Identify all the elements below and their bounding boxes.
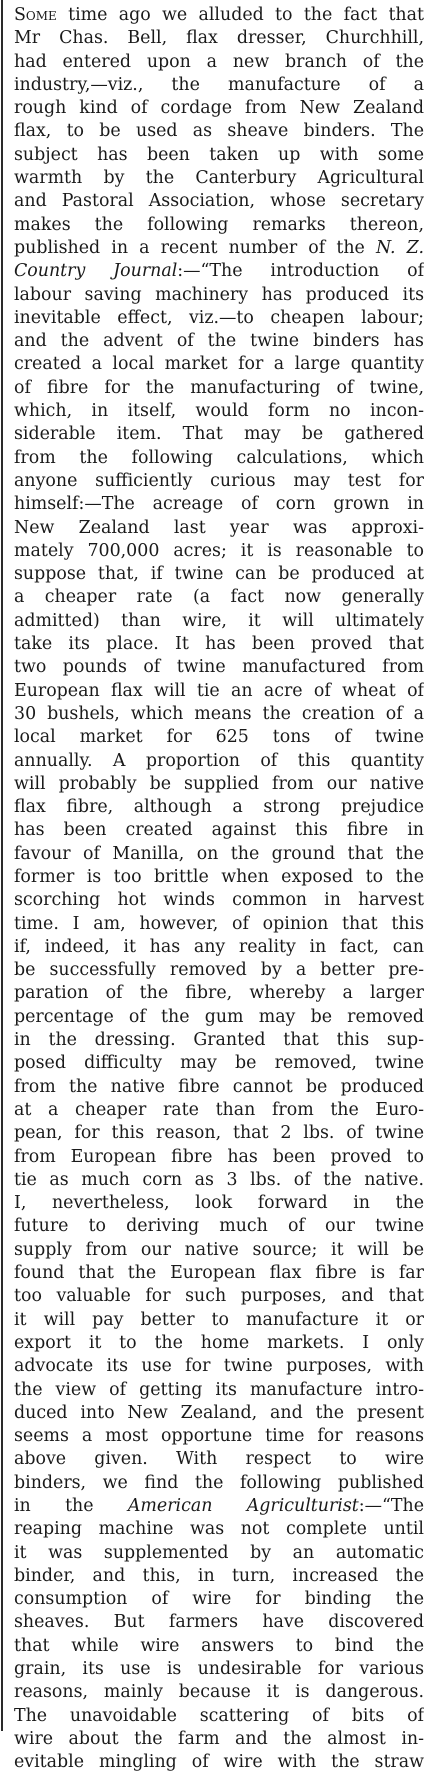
text-run: 30 bushels, which means the creation of a [14, 703, 424, 724]
text-run: scorching hot winds common in harvest [14, 890, 424, 911]
text-run: posed difficulty may be removed, twine [14, 1053, 424, 1074]
text-line [14, 959, 424, 982]
text-line [14, 1122, 424, 1145]
text-line [14, 517, 424, 540]
text-run: flax, to be used as sheave binders. The [14, 121, 424, 142]
text-line [14, 190, 424, 213]
text-line [14, 796, 424, 819]
text-run: from European fibre has been proved to [14, 1146, 424, 1167]
text-run: binder, and this, in turn, increased the [14, 1565, 424, 1586]
text-run: inevitable effect, viz.—to cheapen labour; [14, 307, 424, 328]
text-run: will probably be supplied from our native [14, 773, 424, 794]
text-line [14, 586, 424, 609]
text-run: New Zealand last year was approxi- [14, 517, 424, 538]
text-line [14, 889, 424, 912]
text-line [14, 750, 424, 773]
text-run: it will pay better to manufacture it or [14, 1309, 424, 1330]
text-line [14, 1285, 424, 1308]
text-run: labour saving machinery has produced its [14, 284, 424, 305]
text-line [14, 1751, 424, 1774]
text-line [14, 1518, 424, 1541]
text-run: supply from our native source; it will be [14, 1239, 424, 1260]
text-run: industry,—viz., the manufacture of a [14, 74, 424, 95]
text-run: former is too brittle when exposed to the [14, 866, 424, 887]
text-line [14, 563, 424, 586]
text-run: :—“The [358, 1496, 424, 1516]
text-run: at a cheaper rate than from the Euro- [14, 1099, 424, 1120]
text-line [14, 1052, 424, 1075]
text-line [14, 1355, 424, 1378]
text-line [14, 307, 424, 330]
text-run: has been created against this fibre in [14, 820, 424, 841]
text-run: the view of getting its manufacture intro- [14, 1379, 424, 1400]
text-run: be successfully removed by a better pre- [14, 960, 424, 981]
text-run: evitable mingling of wire with the straw [14, 1752, 424, 1773]
text-line [14, 470, 424, 493]
text-line [14, 447, 424, 470]
text-run: N. Z. [375, 237, 424, 258]
text-run: grain, its use is undesirable for various [14, 1659, 424, 1680]
text-line [14, 680, 424, 703]
text-line [14, 1402, 424, 1425]
text-run: binders, we find the following published [14, 1472, 424, 1493]
text-run: above given. With respect to wire [14, 1449, 424, 1470]
text-run: had entered upon a new branch of the [14, 51, 424, 72]
text-run: subject has been taken up with some [14, 144, 424, 165]
text-run: :—“The introduction of [177, 261, 424, 282]
text-line [14, 1006, 424, 1029]
text-line [14, 1658, 424, 1681]
text-run: and Pastoral Association, whose secretary [14, 191, 424, 212]
text-run: suppose that, if twine can be produced at [14, 564, 424, 585]
text-run: future to deriving much of our twine [14, 1216, 424, 1237]
text-line [14, 1472, 424, 1495]
text-line [14, 1029, 424, 1052]
text-run: advocate its use for twine purposes, with [14, 1356, 424, 1377]
text-run: himself:—The acreage of corn grown in [14, 494, 424, 515]
text-line [14, 51, 424, 74]
text-run: annually. A proportion of this quantity [14, 750, 424, 771]
text-line [14, 260, 424, 283]
text-line [14, 214, 424, 237]
text-run: duced into New Zealand, and the present [14, 1402, 424, 1423]
text-run: The unavoidable scattering of bits of [14, 1705, 424, 1726]
text-run: which, in itself, would form no incon- [14, 401, 424, 422]
text-line [14, 1239, 424, 1262]
text-run: favour of Manilla, on the ground that the [14, 843, 424, 864]
text-line [14, 1681, 424, 1704]
text-run: mately 700,000 acres; it is reasonable to [14, 540, 424, 561]
text-line [14, 423, 424, 446]
text-run: anyone sufficiently curious may test for [14, 470, 424, 491]
text-line [14, 1192, 424, 1215]
text-line [14, 726, 424, 749]
text-line [14, 353, 424, 376]
text-run: reasons, mainly because it is dangerous. [14, 1682, 424, 1703]
text-line [14, 703, 424, 726]
text-line [14, 1076, 424, 1099]
text-run: seems a most opportune time for reasons [14, 1426, 424, 1447]
text-run: a cheaper rate (a fact now generally [14, 587, 424, 608]
text-run: export it to the home markets. I only [14, 1332, 424, 1353]
text-run: take its place. It has been proved that [14, 634, 424, 655]
text-line [14, 1146, 424, 1169]
text-line [14, 284, 424, 307]
text-run: too valuable for such purposes, and that [14, 1286, 424, 1307]
text-run: siderable item. That may be gathered [14, 424, 424, 445]
text-run: Mr Chas. Bell, flax dresser, Churchhill, [14, 28, 424, 49]
text-line [14, 913, 424, 936]
text-line [14, 1495, 424, 1518]
text-run: pean, for this reason, that 2 lbs. of twine [14, 1123, 424, 1144]
text-run: local market for 625 tons of twine [14, 727, 424, 748]
text-line [14, 167, 424, 190]
text-line [14, 493, 424, 516]
text-line [14, 610, 424, 633]
text-run: that while wire answers to bind the [14, 1635, 424, 1656]
text-line [14, 1611, 424, 1634]
text-line [14, 120, 424, 143]
column-rule [1, 0, 3, 1731]
text-line [14, 1215, 424, 1238]
text-line [14, 1262, 424, 1285]
text-line [14, 1542, 424, 1565]
text-run: tie as much corn as 3 lbs. of the native. [14, 1169, 424, 1190]
text-run: of fibre for the manufacturing of twine, [14, 377, 424, 398]
text-run: found that the European flax fibre is far [14, 1263, 424, 1284]
text-line [14, 656, 424, 679]
text-line [14, 74, 424, 97]
text-run: created a local market for a large quantity [14, 354, 424, 375]
text-run: in the dressing. Granted that this sup- [14, 1030, 424, 1051]
text-line [14, 144, 424, 167]
text-line [14, 1309, 424, 1332]
text-run: warmth by the Canterbury Agricultural [14, 168, 424, 189]
text-line [14, 1635, 424, 1658]
text-run: European flax will tie an acre of wheat of [14, 680, 424, 701]
text-line [14, 1705, 424, 1728]
text-run: published in a recent number of the [14, 237, 376, 258]
text-run: I, nevertheless, look forward in the [14, 1193, 424, 1214]
text-run: and the advent of the twine binders has [14, 331, 424, 352]
text-line [14, 1169, 424, 1192]
text-run: rough kind of cordage from New Zealand [14, 98, 424, 119]
text-run: sheaves. But farmers have discovered [14, 1612, 424, 1633]
text-line [14, 27, 424, 50]
text-run: wire about the farm and the almost in- [14, 1728, 424, 1749]
text-run: time ago we alluded to the fact that [56, 5, 424, 25]
text-run: Some [14, 5, 57, 25]
text-line [14, 1379, 424, 1402]
text-run: from the native fibre cannot be produced [14, 1076, 424, 1097]
text-line [14, 1448, 424, 1471]
text-line [14, 819, 424, 842]
text-run: Country Journal [14, 261, 178, 282]
text-run: in the [14, 1496, 128, 1516]
text-line [14, 843, 424, 866]
text-line [14, 1425, 424, 1448]
text-line [14, 400, 424, 423]
text-line [14, 540, 424, 563]
text-line [14, 4, 424, 27]
text-line [14, 633, 424, 656]
text-line [14, 377, 424, 400]
text-line [14, 330, 424, 353]
text-line [14, 1588, 424, 1611]
text-line [14, 936, 424, 959]
text-run: reaping machine was not complete until [14, 1519, 424, 1540]
text-run: American Agriculturist [127, 1496, 359, 1516]
text-run: consumption of wire for binding the [14, 1589, 424, 1610]
text-run: if, indeed, it has any reality in fact, can [14, 936, 424, 957]
text-run: makes the following remarks thereon, [14, 214, 424, 235]
text-line [14, 1332, 424, 1355]
text-line [14, 773, 424, 796]
text-line [14, 97, 424, 120]
article-body [14, 4, 424, 1775]
text-run: admitted) than wire, it will ultimately [14, 610, 424, 631]
text-line [14, 866, 424, 889]
text-run: percentage of the gum may be removed [14, 1006, 424, 1027]
text-run: it was supplemented by an automatic [14, 1542, 424, 1563]
text-run: flax fibre, although a strong prejudice [14, 797, 424, 818]
text-line [14, 1565, 424, 1588]
text-line [14, 1728, 424, 1751]
text-run: two pounds of twine manufactured from [14, 657, 424, 678]
text-line [14, 982, 424, 1005]
text-run: paration of the fibre, whereby a larger [14, 983, 424, 1004]
text-run: time. I am, however, of opinion that this [14, 913, 424, 934]
text-run: from the following calculations, which [14, 447, 424, 468]
text-line [14, 237, 424, 260]
text-line [14, 1099, 424, 1122]
